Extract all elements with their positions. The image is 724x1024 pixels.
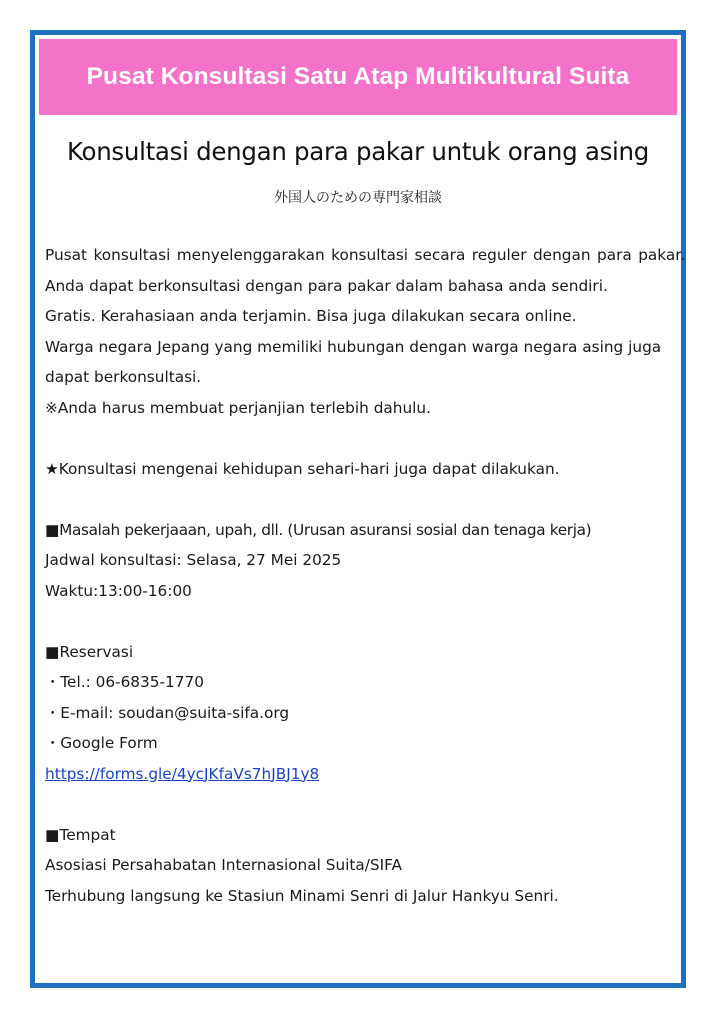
daily-life-note: ★Konsultasi mengenai kehidupan sehari-hari juga dapat dilakukan. bbox=[45, 459, 560, 478]
google-form-link[interactable]: https://forms.gle/4ycJKfaVs7hJBJ1y8 bbox=[45, 764, 320, 783]
consultation-schedule: Jadwal konsultasi: Selasa, 27 Mei 2025 bbox=[45, 551, 342, 569]
japanese-citizens-paragraph: Warga negara Jepang yang memiliki hubungan dengan warga negara asing juga dapat berkonsultasi. bbox=[45, 337, 662, 386]
page-frame bbox=[30, 30, 686, 988]
consultation-time: Waktu:13:00-16:00 bbox=[45, 581, 192, 600]
reservation-email: ・E-mail: soudan@suita-sifa.org bbox=[45, 703, 290, 722]
reservation-note: ※Anda harus membuat perjanjian terlebih dahulu. bbox=[45, 398, 431, 417]
reservation-heading: ■Reservasi bbox=[45, 642, 134, 661]
work-section-heading: ■Masalah pekerjaaan, upah, dll. (Urusan asuransi sosial dan tenaga kerja) bbox=[45, 520, 592, 539]
page-title: Konsultasi dengan para pakar untuk orang asing bbox=[66, 137, 650, 166]
place-heading: ■Tempat bbox=[45, 825, 116, 844]
reservation-tel: ・Tel.: 06-6835-1770 bbox=[45, 673, 204, 691]
intro-paragraph: Pusat konsultasi menyelenggarakan konsultasi secara reguler dengan para pakar. Anda dapat berkonsultasi dengan para pakar dalam bahasa anda sendiri. bbox=[45, 246, 685, 295]
place-access: Terhubung langsung ke Stasiun Minami Senri di Jalur Hankyu Senri. bbox=[45, 886, 559, 905]
place-name: Asosiasi Persahabatan Internasional Suita/SIFA bbox=[45, 856, 402, 874]
header-banner bbox=[39, 39, 677, 115]
japanese-subtitle: 外国人のための専門家相談 bbox=[274, 190, 442, 206]
content-body bbox=[45, 240, 685, 911]
reservation-google-form-label: ・Google Form bbox=[45, 734, 158, 752]
free-confidential-line: Gratis. Kerahasiaan anda terjamin. Bisa juga dilakukan secara online. bbox=[45, 307, 577, 325]
banner-title: Pusat Konsultasi Satu Atap Multikultural Suita bbox=[86, 63, 630, 90]
